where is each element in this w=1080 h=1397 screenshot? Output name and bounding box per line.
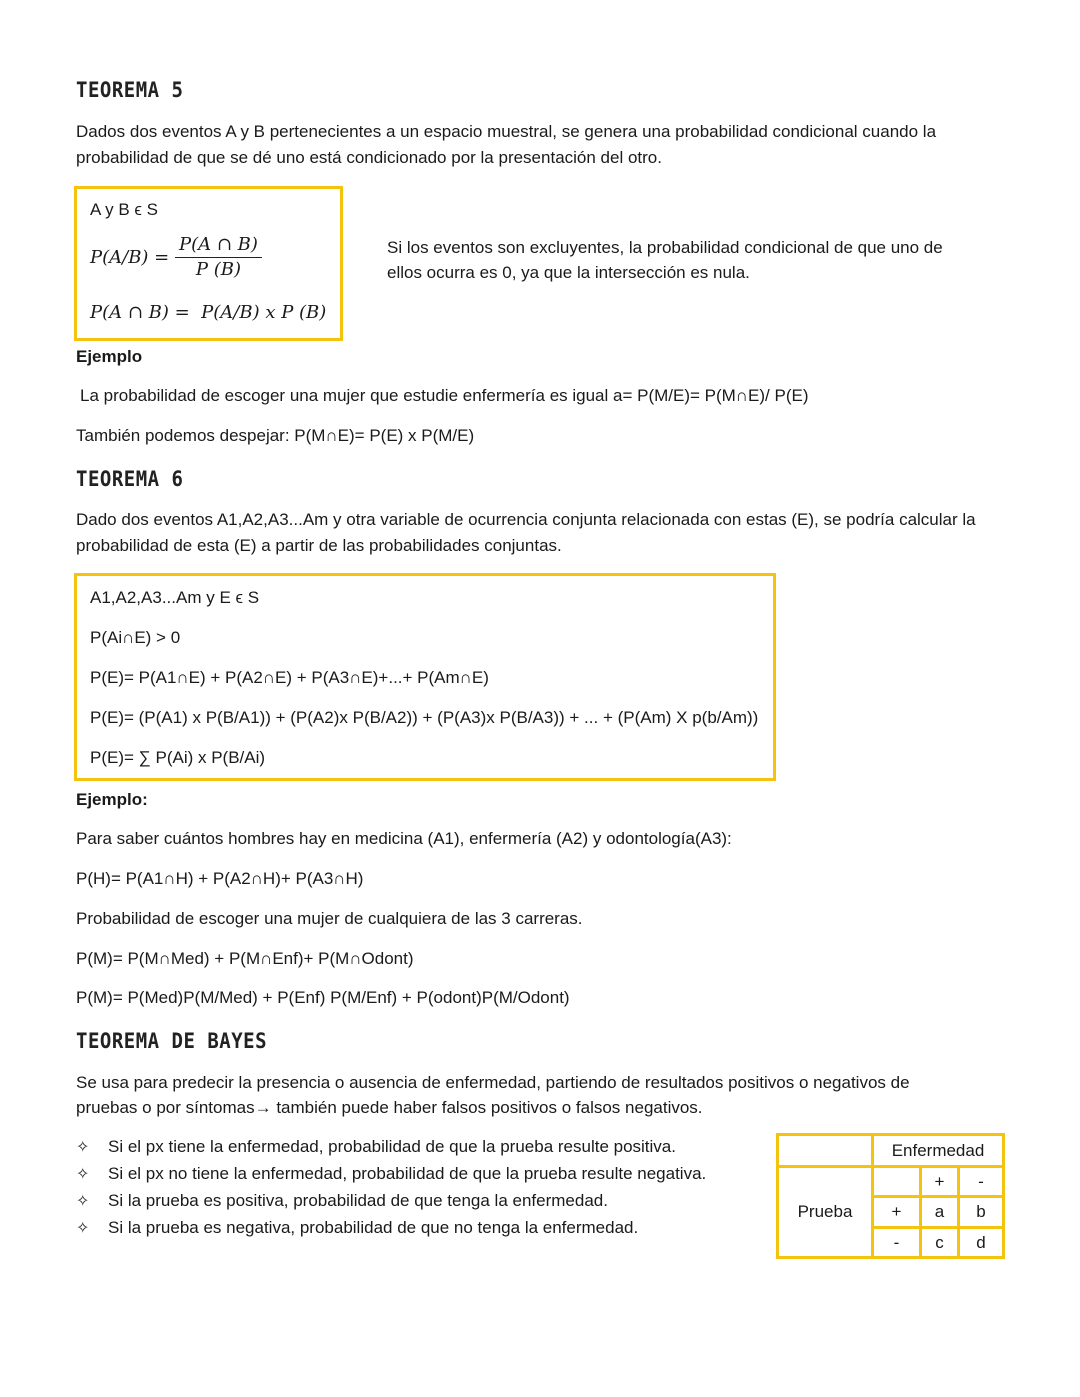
- t6-box-line-1: A1,A2,A3...Am y E ϵ S: [90, 588, 260, 607]
- t6-box-line-4: P(E)= (P(A1) x P(B/A1)) + (P(A2)x P(B/A2)) + (P(A3)x P(B/A3)) + ... + (P(Am) X p(b/Am)): [90, 708, 759, 727]
- star-bullet-icon: ✧: [76, 1193, 90, 1210]
- conditional-probability-formula: [90, 233, 262, 282]
- teorema-5-intro-line-1: Dados dos eventos A y B pertenecientes a un espacio muestral, se genera una probabilidad condicional cuando la: [76, 122, 937, 141]
- bayes-bullet-list: [76, 1134, 706, 1242]
- row-plus: +: [873, 1197, 921, 1228]
- cell-a: a: [921, 1197, 959, 1228]
- teorema-6-example-line-3: Probabilidad de escoger una mujer de cualquiera de las 3 carreras.: [76, 909, 583, 928]
- teorema-6-example-line-2: P(H)= P(A1∩H) + P(A2∩H)+ P(A3∩H): [76, 869, 364, 888]
- contingency-table: [776, 1133, 1005, 1259]
- cell-c: c: [921, 1228, 959, 1258]
- teorema-6-intro-line-2: probabilidad de esta (E) a partir de las probabilidades conjuntas.: [76, 536, 562, 555]
- events-in-sample-space: A y B ϵ S: [90, 200, 158, 219]
- teorema-5-example-line-1: La probabilidad de escoger una mujer que estudie enfermería es igual a= P(M/E)= P(M∩E)/ P(E): [80, 386, 809, 405]
- teorema-6-example-line-4: P(M)= P(M∩Med) + P(M∩Enf)+ P(M∩Odont): [76, 949, 414, 968]
- formula-numerator: P(A ∩ B): [175, 233, 262, 258]
- star-bullet-icon: ✧: [76, 1166, 90, 1183]
- star-bullet-icon: ✧: [76, 1220, 90, 1237]
- teorema-5-heading: TEOREMA 5: [76, 78, 184, 103]
- cell-d: d: [959, 1228, 1004, 1258]
- row-header-prueba: Prueba: [778, 1167, 873, 1258]
- teorema-6-example-line-1: Para saber cuántos hombres hay en medicina (A1), enfermería (A2) y odontología(A3):: [76, 829, 732, 848]
- bayes-heading: TEOREMA DE BAYES: [76, 1029, 268, 1054]
- formula-fraction: [175, 233, 262, 282]
- teorema-5-intro-line-2: probabilidad de que se dé uno está condicionado por la presentación del otro.: [76, 148, 662, 167]
- teorema-5-formula-box: [74, 186, 343, 341]
- list-item: ✧ Si la prueba es negativa, probabilidad de que no tenga la enfermedad.: [76, 1215, 706, 1242]
- teorema-5-example-label: Ejemplo: [76, 347, 143, 366]
- teorema-5-example-line-2: También podemos despejar: P(M∩E)= P(E) x P(M/E): [76, 426, 475, 445]
- t6-box-line-5: P(E)= ∑ P(Ai) x P(B/Ai): [90, 748, 266, 767]
- formula-lhs: P(A/B) =: [90, 247, 170, 268]
- table-corner-cell: [778, 1135, 873, 1167]
- teorema-6-heading: TEOREMA 6: [76, 467, 184, 492]
- formula-denominator: P (B): [195, 259, 242, 280]
- teorema-6-formula-box: [74, 573, 776, 781]
- exclusive-events-note-line-2: ellos ocurra es 0, ya que la intersección es nula.: [387, 263, 750, 282]
- star-bullet-icon: ✧: [76, 1139, 90, 1156]
- col-plus: +: [921, 1167, 959, 1197]
- t6-box-line-2: P(Ai∩E) > 0: [90, 628, 181, 647]
- t6-box-line-3: P(E)= P(A1∩E) + P(A2∩E) + P(A3∩E)+...+ P(Am∩E): [90, 668, 489, 687]
- col-header-enfermedad: Enfermedad: [873, 1135, 1004, 1167]
- list-item: ✧ Si el px tiene la enfermedad, probabilidad de que la prueba resulte positiva.: [76, 1134, 706, 1161]
- list-item: ✧ Si la prueba es positiva, probabilidad de que tenga la enfermedad.: [76, 1188, 706, 1215]
- col-minus: -: [959, 1167, 1004, 1197]
- row-minus: -: [873, 1228, 921, 1258]
- exclusive-events-note-line-1: Si los eventos son excluyentes, la probabilidad condicional de que uno de: [387, 238, 943, 257]
- cell-b: b: [959, 1197, 1004, 1228]
- bayes-intro-line-2: pruebas o por síntomas→ también puede haber falsos positivos o falsos negativos.: [76, 1098, 703, 1117]
- teorema-6-example-line-5: P(M)= P(Med)P(M/Med) + P(Enf) P(M/Enf) + P(odont)P(M/Odont): [76, 988, 570, 1007]
- intersection-formula: P(A ∩ B) = P(A/B) x P (B): [90, 302, 327, 323]
- bayes-intro-line-1: Se usa para predecir la presencia o ausencia de enfermedad, partiendo de resultados positivos o negativos de: [76, 1073, 910, 1092]
- list-item: ✧ Si el px no tiene la enfermedad, probabilidad de que la prueba resulte negativa.: [76, 1161, 706, 1188]
- teorema-6-intro-line-1: Dado dos eventos A1,A2,A3...Am y otra variable de ocurrencia conjunta relacionada con estas (E), se podría calcular la: [76, 510, 976, 529]
- table-blank-cell: [873, 1167, 921, 1197]
- teorema-6-example-label: Ejemplo:: [76, 790, 148, 809]
